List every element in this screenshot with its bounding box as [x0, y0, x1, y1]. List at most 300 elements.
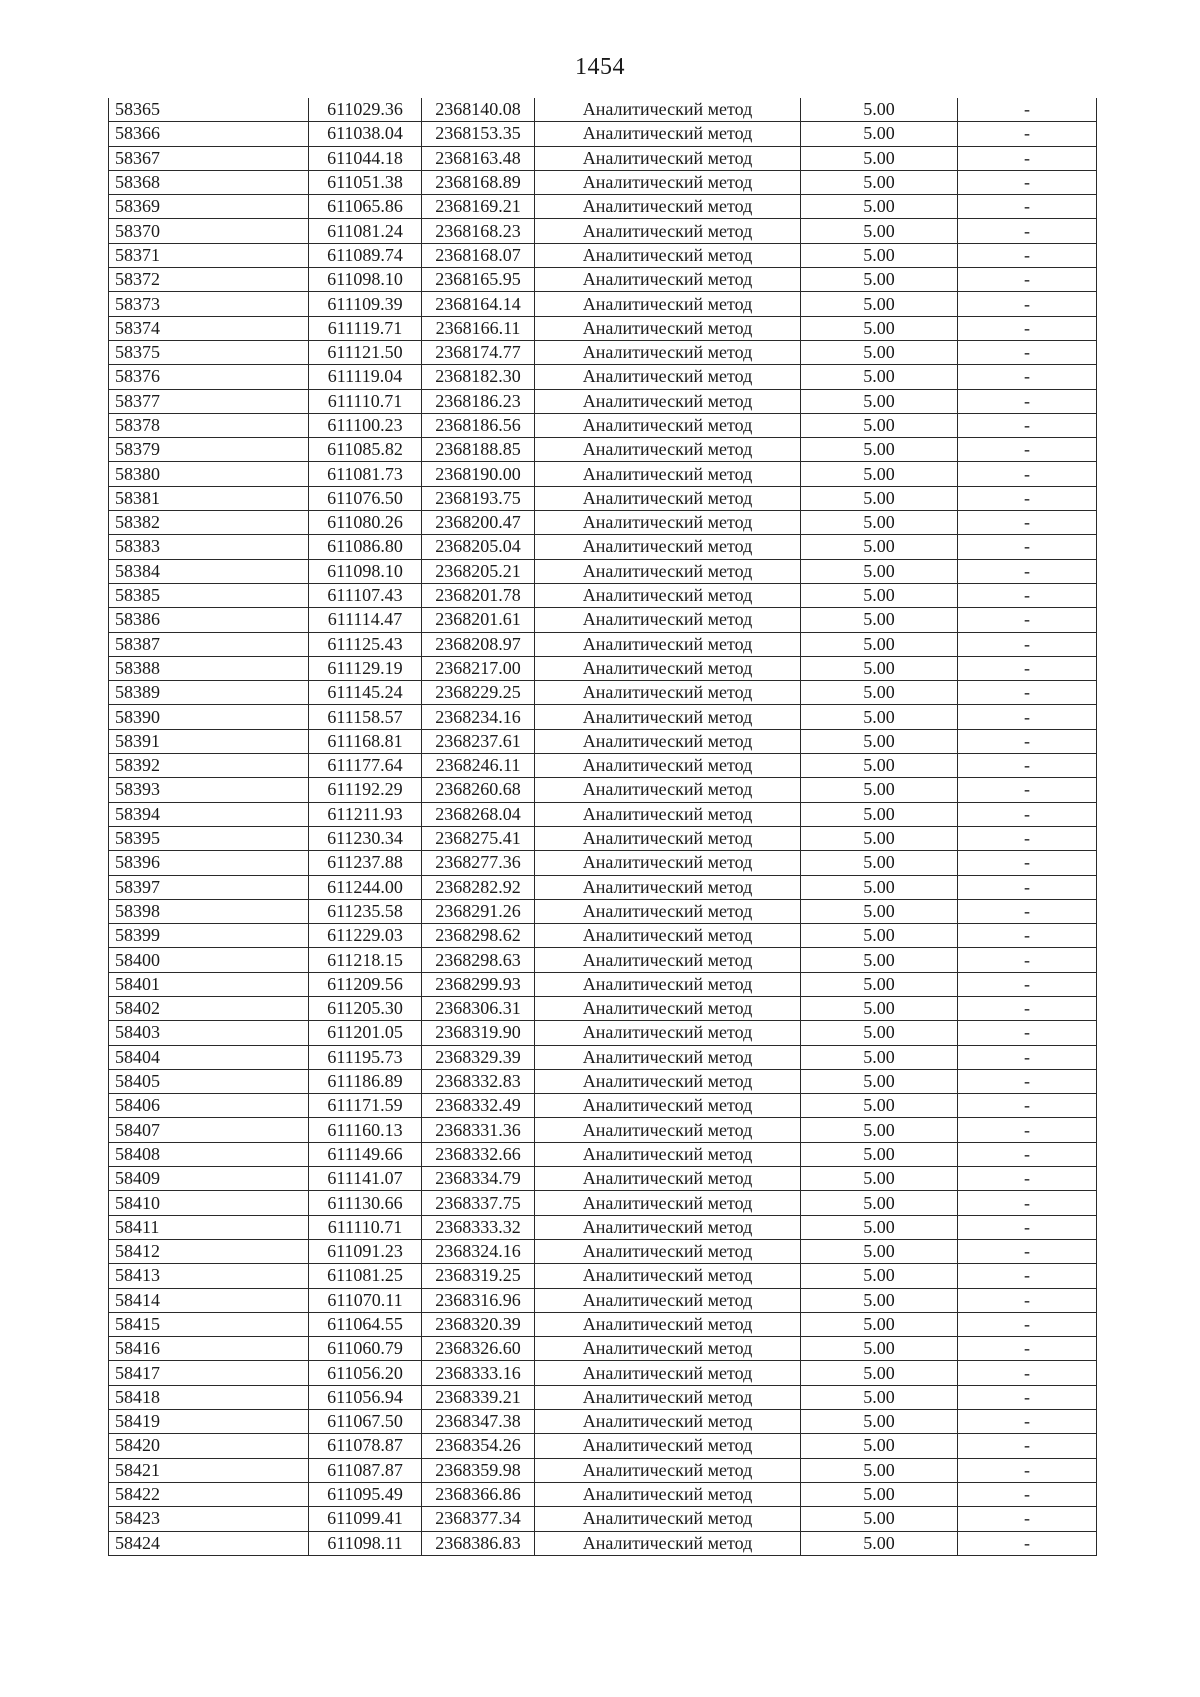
method-cell: Аналитический метод: [535, 681, 801, 705]
x-coordinate-cell: 611195.73: [309, 1045, 422, 1069]
note-cell: -: [958, 511, 1097, 535]
accuracy-cell: 5.00: [801, 924, 958, 948]
method-cell: Аналитический метод: [535, 729, 801, 753]
table-row: [109, 1482, 1097, 1506]
x-coordinate-cell: 611125.43: [309, 632, 422, 656]
x-coordinate-cell: 611091.23: [309, 1239, 422, 1263]
point-number-cell: 58418: [109, 1385, 309, 1409]
accuracy-cell: 5.00: [801, 802, 958, 826]
method-cell: Аналитический метод: [535, 754, 801, 778]
table-row: [109, 316, 1097, 340]
table-row: [109, 195, 1097, 219]
x-coordinate-cell: 611186.89: [309, 1069, 422, 1093]
table-row: [109, 972, 1097, 996]
accuracy-cell: 5.00: [801, 1288, 958, 1312]
point-number-cell: 58391: [109, 729, 309, 753]
accuracy-cell: 5.00: [801, 608, 958, 632]
x-coordinate-cell: 611081.73: [309, 462, 422, 486]
y-coordinate-cell: 2368169.21: [422, 195, 535, 219]
table-row: [109, 583, 1097, 607]
y-coordinate-cell: 2368164.14: [422, 292, 535, 316]
y-coordinate-cell: 2368205.21: [422, 559, 535, 583]
x-coordinate-cell: 611085.82: [309, 438, 422, 462]
y-coordinate-cell: 2368268.04: [422, 802, 535, 826]
note-cell: -: [958, 1482, 1097, 1506]
note-cell: -: [958, 1385, 1097, 1409]
accuracy-cell: 5.00: [801, 389, 958, 413]
method-cell: Аналитический метод: [535, 535, 801, 559]
y-coordinate-cell: 2368246.11: [422, 754, 535, 778]
y-coordinate-cell: 2368359.98: [422, 1458, 535, 1482]
table-row: [109, 98, 1097, 122]
accuracy-cell: 5.00: [801, 243, 958, 267]
point-number-cell: 58421: [109, 1458, 309, 1482]
x-coordinate-cell: 611114.47: [309, 608, 422, 632]
method-cell: Аналитический метод: [535, 1021, 801, 1045]
accuracy-cell: 5.00: [801, 1264, 958, 1288]
accuracy-cell: 5.00: [801, 826, 958, 850]
y-coordinate-cell: 2368333.32: [422, 1215, 535, 1239]
point-number-cell: 58387: [109, 632, 309, 656]
x-coordinate-cell: 611129.19: [309, 656, 422, 680]
table-row: [109, 826, 1097, 850]
y-coordinate-cell: 2368174.77: [422, 340, 535, 364]
y-coordinate-cell: 2368339.21: [422, 1385, 535, 1409]
y-coordinate-cell: 2368229.25: [422, 681, 535, 705]
note-cell: -: [958, 268, 1097, 292]
point-number-cell: 58378: [109, 413, 309, 437]
accuracy-cell: 5.00: [801, 754, 958, 778]
table-row: [109, 948, 1097, 972]
y-coordinate-cell: 2368275.41: [422, 826, 535, 850]
point-number-cell: 58410: [109, 1191, 309, 1215]
accuracy-cell: 5.00: [801, 438, 958, 462]
y-coordinate-cell: 2368332.83: [422, 1069, 535, 1093]
note-cell: -: [958, 1312, 1097, 1336]
table-row: [109, 608, 1097, 632]
table-row: [109, 705, 1097, 729]
x-coordinate-cell: 611044.18: [309, 146, 422, 170]
y-coordinate-cell: 2368186.56: [422, 413, 535, 437]
table-row: [109, 1507, 1097, 1531]
method-cell: Аналитический метод: [535, 365, 801, 389]
accuracy-cell: 5.00: [801, 1094, 958, 1118]
y-coordinate-cell: 2368153.35: [422, 122, 535, 146]
table-row: [109, 340, 1097, 364]
point-number-cell: 58386: [109, 608, 309, 632]
accuracy-cell: 5.00: [801, 511, 958, 535]
x-coordinate-cell: 611067.50: [309, 1410, 422, 1434]
y-coordinate-cell: 2368237.61: [422, 729, 535, 753]
accuracy-cell: 5.00: [801, 1142, 958, 1166]
table-row: [109, 219, 1097, 243]
table-row: [109, 1434, 1097, 1458]
page-number: 1454: [575, 54, 625, 80]
point-number-cell: 58423: [109, 1507, 309, 1531]
point-number-cell: 58374: [109, 316, 309, 340]
method-cell: Аналитический метод: [535, 1458, 801, 1482]
note-cell: -: [958, 632, 1097, 656]
note-cell: -: [958, 705, 1097, 729]
method-cell: Аналитический метод: [535, 1337, 801, 1361]
method-cell: Аналитический метод: [535, 438, 801, 462]
table-row: [109, 1288, 1097, 1312]
note-cell: -: [958, 1507, 1097, 1531]
point-number-cell: 58372: [109, 268, 309, 292]
point-number-cell: 58408: [109, 1142, 309, 1166]
accuracy-cell: 5.00: [801, 98, 958, 122]
x-coordinate-cell: 611098.10: [309, 268, 422, 292]
x-coordinate-cell: 611110.71: [309, 1215, 422, 1239]
method-cell: Аналитический метод: [535, 486, 801, 510]
table-row: [109, 1045, 1097, 1069]
accuracy-cell: 5.00: [801, 1215, 958, 1239]
x-coordinate-cell: 611109.39: [309, 292, 422, 316]
method-cell: Аналитический метод: [535, 851, 801, 875]
y-coordinate-cell: 2368186.23: [422, 389, 535, 413]
method-cell: Аналитический метод: [535, 826, 801, 850]
method-cell: Аналитический метод: [535, 899, 801, 923]
table-row: [109, 1312, 1097, 1336]
accuracy-cell: 5.00: [801, 778, 958, 802]
y-coordinate-cell: 2368260.68: [422, 778, 535, 802]
table-row: [109, 486, 1097, 510]
point-number-cell: 58414: [109, 1288, 309, 1312]
point-number-cell: 58365: [109, 98, 309, 122]
method-cell: Аналитический метод: [535, 1142, 801, 1166]
accuracy-cell: 5.00: [801, 1410, 958, 1434]
accuracy-cell: 5.00: [801, 1118, 958, 1142]
point-number-cell: 58407: [109, 1118, 309, 1142]
y-coordinate-cell: 2368291.26: [422, 899, 535, 923]
note-cell: -: [958, 802, 1097, 826]
method-cell: Аналитический метод: [535, 146, 801, 170]
method-cell: Аналитический метод: [535, 656, 801, 680]
y-coordinate-cell: 2368306.31: [422, 996, 535, 1020]
accuracy-cell: 5.00: [801, 996, 958, 1020]
method-cell: Аналитический метод: [535, 1507, 801, 1531]
y-coordinate-cell: 2368319.25: [422, 1264, 535, 1288]
note-cell: -: [958, 826, 1097, 850]
method-cell: Аналитический метод: [535, 972, 801, 996]
accuracy-cell: 5.00: [801, 195, 958, 219]
table-row: [109, 754, 1097, 778]
x-coordinate-cell: 611107.43: [309, 583, 422, 607]
table-row: [109, 875, 1097, 899]
method-cell: Аналитический метод: [535, 511, 801, 535]
table-row: [109, 511, 1097, 535]
table-row: [109, 1337, 1097, 1361]
accuracy-cell: 5.00: [801, 948, 958, 972]
coordinates-table-body: [109, 98, 1097, 1555]
y-coordinate-cell: 2368324.16: [422, 1239, 535, 1263]
coordinates-table: [108, 98, 1097, 1556]
point-number-cell: 58388: [109, 656, 309, 680]
note-cell: -: [958, 1239, 1097, 1263]
table-row: [109, 146, 1097, 170]
method-cell: Аналитический метод: [535, 608, 801, 632]
accuracy-cell: 5.00: [801, 292, 958, 316]
note-cell: -: [958, 559, 1097, 583]
table-row: [109, 1167, 1097, 1191]
point-number-cell: 58390: [109, 705, 309, 729]
note-cell: -: [958, 1337, 1097, 1361]
table-row: [109, 1361, 1097, 1385]
accuracy-cell: 5.00: [801, 875, 958, 899]
x-coordinate-cell: 611078.87: [309, 1434, 422, 1458]
point-number-cell: 58395: [109, 826, 309, 850]
y-coordinate-cell: 2368326.60: [422, 1337, 535, 1361]
accuracy-cell: 5.00: [801, 1167, 958, 1191]
note-cell: -: [958, 146, 1097, 170]
table-row: [109, 1118, 1097, 1142]
method-cell: Аналитический метод: [535, 1385, 801, 1409]
x-coordinate-cell: 611065.86: [309, 195, 422, 219]
accuracy-cell: 5.00: [801, 122, 958, 146]
point-number-cell: 58380: [109, 462, 309, 486]
x-coordinate-cell: 611209.56: [309, 972, 422, 996]
note-cell: -: [958, 535, 1097, 559]
note-cell: -: [958, 681, 1097, 705]
point-number-cell: 58416: [109, 1337, 309, 1361]
y-coordinate-cell: 2368193.75: [422, 486, 535, 510]
point-number-cell: 58417: [109, 1361, 309, 1385]
x-coordinate-cell: 611177.64: [309, 754, 422, 778]
accuracy-cell: 5.00: [801, 972, 958, 996]
table-row: [109, 243, 1097, 267]
x-coordinate-cell: 611119.04: [309, 365, 422, 389]
x-coordinate-cell: 611070.11: [309, 1288, 422, 1312]
x-coordinate-cell: 611064.55: [309, 1312, 422, 1336]
method-cell: Аналитический метод: [535, 195, 801, 219]
table-row: [109, 535, 1097, 559]
accuracy-cell: 5.00: [801, 146, 958, 170]
point-number-cell: 58367: [109, 146, 309, 170]
point-number-cell: 58419: [109, 1410, 309, 1434]
method-cell: Аналитический метод: [535, 924, 801, 948]
note-cell: -: [958, 365, 1097, 389]
note-cell: -: [958, 243, 1097, 267]
y-coordinate-cell: 2368347.38: [422, 1410, 535, 1434]
note-cell: -: [958, 1264, 1097, 1288]
point-number-cell: 58403: [109, 1021, 309, 1045]
point-number-cell: 58384: [109, 559, 309, 583]
table-row: [109, 559, 1097, 583]
method-cell: Аналитический метод: [535, 559, 801, 583]
table-row: [109, 1069, 1097, 1093]
accuracy-cell: 5.00: [801, 219, 958, 243]
x-coordinate-cell: 611029.36: [309, 98, 422, 122]
accuracy-cell: 5.00: [801, 413, 958, 437]
y-coordinate-cell: 2368329.39: [422, 1045, 535, 1069]
x-coordinate-cell: 611056.94: [309, 1385, 422, 1409]
table-row: [109, 924, 1097, 948]
point-number-cell: 58412: [109, 1239, 309, 1263]
note-cell: -: [958, 948, 1097, 972]
accuracy-cell: 5.00: [801, 1045, 958, 1069]
method-cell: Аналитический метод: [535, 170, 801, 194]
note-cell: -: [958, 778, 1097, 802]
table-row: [109, 1458, 1097, 1482]
y-coordinate-cell: 2368332.49: [422, 1094, 535, 1118]
x-coordinate-cell: 611121.50: [309, 340, 422, 364]
note-cell: -: [958, 924, 1097, 948]
method-cell: Аналитический метод: [535, 1118, 801, 1142]
x-coordinate-cell: 611060.79: [309, 1337, 422, 1361]
point-number-cell: 58424: [109, 1531, 309, 1555]
method-cell: Аналитический метод: [535, 340, 801, 364]
x-coordinate-cell: 611095.49: [309, 1482, 422, 1506]
method-cell: Аналитический метод: [535, 1361, 801, 1385]
note-cell: -: [958, 486, 1097, 510]
y-coordinate-cell: 2368208.97: [422, 632, 535, 656]
note-cell: -: [958, 972, 1097, 996]
y-coordinate-cell: 2368366.86: [422, 1482, 535, 1506]
x-coordinate-cell: 611086.80: [309, 535, 422, 559]
note-cell: -: [958, 438, 1097, 462]
point-number-cell: 58401: [109, 972, 309, 996]
y-coordinate-cell: 2368168.89: [422, 170, 535, 194]
x-coordinate-cell: 611081.25: [309, 1264, 422, 1288]
note-cell: -: [958, 1361, 1097, 1385]
accuracy-cell: 5.00: [801, 681, 958, 705]
method-cell: Аналитический метод: [535, 1264, 801, 1288]
accuracy-cell: 5.00: [801, 340, 958, 364]
note-cell: -: [958, 170, 1097, 194]
accuracy-cell: 5.00: [801, 1021, 958, 1045]
y-coordinate-cell: 2368320.39: [422, 1312, 535, 1336]
x-coordinate-cell: 611244.00: [309, 875, 422, 899]
point-number-cell: 58376: [109, 365, 309, 389]
note-cell: -: [958, 122, 1097, 146]
point-number-cell: 58400: [109, 948, 309, 972]
note-cell: -: [958, 1434, 1097, 1458]
method-cell: Аналитический метод: [535, 413, 801, 437]
method-cell: Аналитический метод: [535, 1094, 801, 1118]
method-cell: Аналитический метод: [535, 1410, 801, 1434]
point-number-cell: 58366: [109, 122, 309, 146]
point-number-cell: 58382: [109, 511, 309, 535]
table-row: [109, 778, 1097, 802]
table-row: [109, 438, 1097, 462]
point-number-cell: 58413: [109, 1264, 309, 1288]
y-coordinate-cell: 2368190.00: [422, 462, 535, 486]
accuracy-cell: 5.00: [801, 1069, 958, 1093]
y-coordinate-cell: 2368282.92: [422, 875, 535, 899]
x-coordinate-cell: 611160.13: [309, 1118, 422, 1142]
x-coordinate-cell: 611230.34: [309, 826, 422, 850]
table-row: [109, 1094, 1097, 1118]
point-number-cell: 58381: [109, 486, 309, 510]
method-cell: Аналитический метод: [535, 1191, 801, 1215]
y-coordinate-cell: 2368277.36: [422, 851, 535, 875]
table-row: [109, 1264, 1097, 1288]
y-coordinate-cell: 2368354.26: [422, 1434, 535, 1458]
x-coordinate-cell: 611056.20: [309, 1361, 422, 1385]
accuracy-cell: 5.00: [801, 365, 958, 389]
note-cell: -: [958, 462, 1097, 486]
table-row: [109, 996, 1097, 1020]
table-row: [109, 802, 1097, 826]
x-coordinate-cell: 611205.30: [309, 996, 422, 1020]
point-number-cell: 58370: [109, 219, 309, 243]
x-coordinate-cell: 611141.07: [309, 1167, 422, 1191]
x-coordinate-cell: 611145.24: [309, 681, 422, 705]
y-coordinate-cell: 2368188.85: [422, 438, 535, 462]
method-cell: Аналитический метод: [535, 316, 801, 340]
y-coordinate-cell: 2368299.93: [422, 972, 535, 996]
x-coordinate-cell: 611192.29: [309, 778, 422, 802]
x-coordinate-cell: 611098.10: [309, 559, 422, 583]
note-cell: -: [958, 875, 1097, 899]
table-row: [109, 1531, 1097, 1555]
y-coordinate-cell: 2368165.95: [422, 268, 535, 292]
point-number-cell: 58422: [109, 1482, 309, 1506]
point-number-cell: 58371: [109, 243, 309, 267]
method-cell: Аналитический метод: [535, 1434, 801, 1458]
accuracy-cell: 5.00: [801, 486, 958, 510]
table-row: [109, 656, 1097, 680]
note-cell: -: [958, 1021, 1097, 1045]
y-coordinate-cell: 2368298.63: [422, 948, 535, 972]
table-row: [109, 1410, 1097, 1434]
point-number-cell: 58420: [109, 1434, 309, 1458]
point-number-cell: 58394: [109, 802, 309, 826]
method-cell: Аналитический метод: [535, 996, 801, 1020]
method-cell: Аналитический метод: [535, 778, 801, 802]
y-coordinate-cell: 2368377.34: [422, 1507, 535, 1531]
point-number-cell: 58383: [109, 535, 309, 559]
y-coordinate-cell: 2368298.62: [422, 924, 535, 948]
accuracy-cell: 5.00: [801, 316, 958, 340]
note-cell: -: [958, 1215, 1097, 1239]
note-cell: -: [958, 292, 1097, 316]
point-number-cell: 58377: [109, 389, 309, 413]
x-coordinate-cell: 611099.41: [309, 1507, 422, 1531]
x-coordinate-cell: 611211.93: [309, 802, 422, 826]
x-coordinate-cell: 611130.66: [309, 1191, 422, 1215]
method-cell: Аналитический метод: [535, 1312, 801, 1336]
y-coordinate-cell: 2368201.78: [422, 583, 535, 607]
accuracy-cell: 5.00: [801, 559, 958, 583]
method-cell: Аналитический метод: [535, 875, 801, 899]
method-cell: Аналитический метод: [535, 243, 801, 267]
method-cell: Аналитический метод: [535, 98, 801, 122]
method-cell: Аналитический метод: [535, 1531, 801, 1555]
note-cell: -: [958, 1531, 1097, 1555]
x-coordinate-cell: 611149.66: [309, 1142, 422, 1166]
point-number-cell: 58393: [109, 778, 309, 802]
method-cell: Аналитический метод: [535, 122, 801, 146]
y-coordinate-cell: 2368168.23: [422, 219, 535, 243]
table-row: [109, 170, 1097, 194]
note-cell: -: [958, 1118, 1097, 1142]
point-number-cell: 58404: [109, 1045, 309, 1069]
table-row: [109, 681, 1097, 705]
note-cell: -: [958, 996, 1097, 1020]
accuracy-cell: 5.00: [801, 1482, 958, 1506]
table-row: [109, 851, 1097, 875]
note-cell: -: [958, 1288, 1097, 1312]
table-row: [109, 1142, 1097, 1166]
note-cell: -: [958, 195, 1097, 219]
note-cell: -: [958, 608, 1097, 632]
x-coordinate-cell: 611171.59: [309, 1094, 422, 1118]
note-cell: -: [958, 389, 1097, 413]
x-coordinate-cell: 611087.87: [309, 1458, 422, 1482]
x-coordinate-cell: 611098.11: [309, 1531, 422, 1555]
method-cell: Аналитический метод: [535, 1069, 801, 1093]
